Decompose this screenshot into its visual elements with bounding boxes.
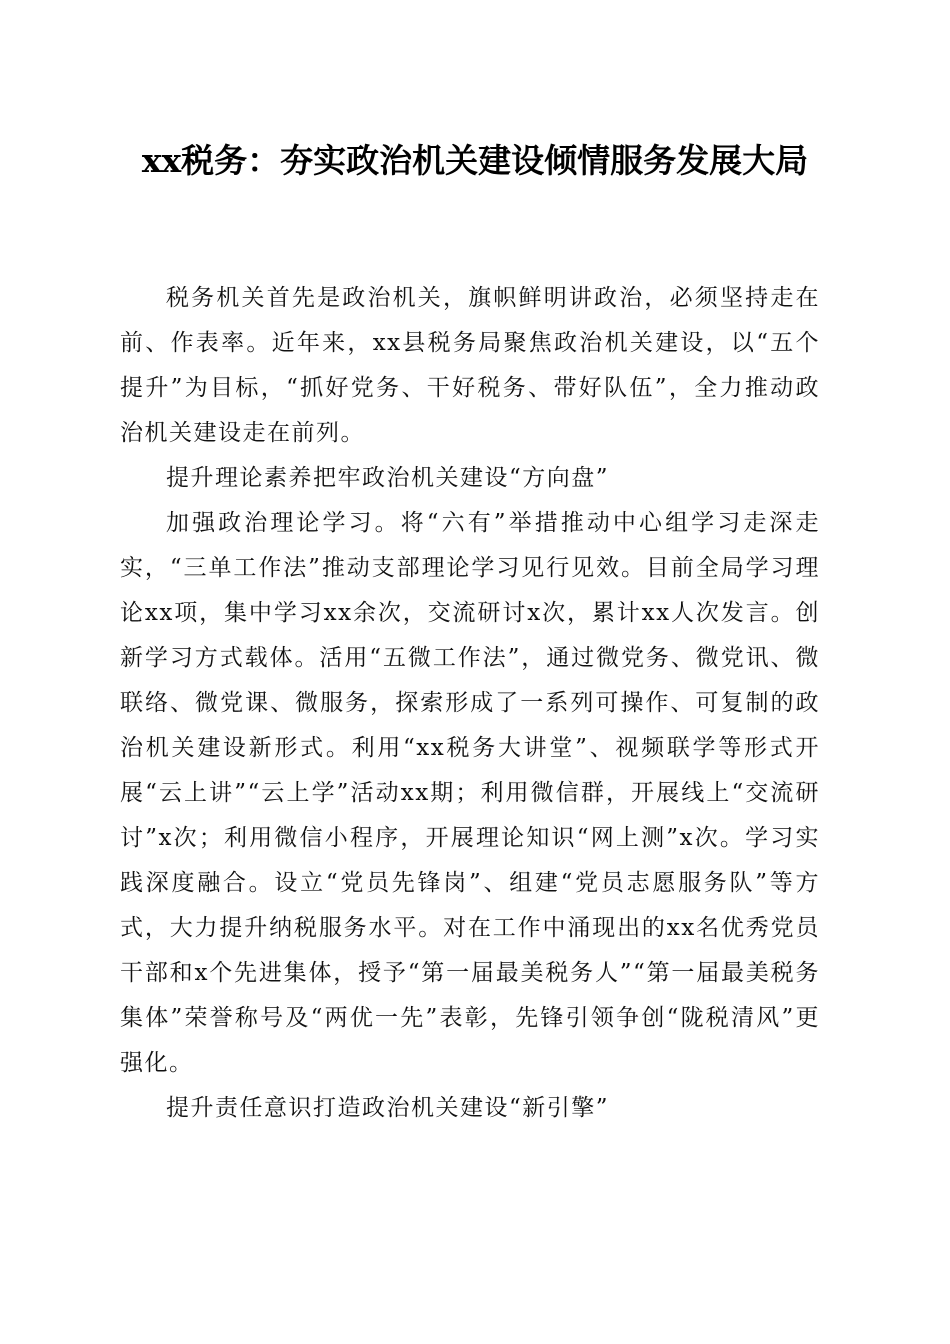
section-heading-responsibility: 提升责任意识打造政治机关建设“新引擎” — [166, 1095, 610, 1121]
document-title: xx税务：夯实政治机关建设倾情服务发展大局 — [141, 141, 809, 180]
theory-paragraph: 加强政治理论学习。将“六有”举措推动中心组学习走深走实，“三单工作法”推动支部理论学习见行见效。目前全局学习理论xx项，集中学习xx余次，交流研讨x次，累计xx人次发言。创新学习方式载体。活用“五微工作法”，通过微党务、微党讯、微联络、微党课、微服务，探索形成了一系列可操作、可复制的政治机关建设新形式。利用“xx税务大讲堂”、视频联学等形式开展“云上讲”“云上学”活动xx期；利用微信群，开展线上“交流研讨”x次；利用微信小程序，开展理论知识“网上测”x次。学习实践深度融合。设立“党员先锋岗”、组建“党员志愿服务队”等方式，大力提升纳税服务水平。对在工作中涌现出的xx名优秀党员干部和x个先进集体，授予“第一届最美税务人”“第一届最美税务集体”荣誉称号及“两优一先”表彰，先锋引领争创“陇税清风”更强化。 — [120, 510, 820, 1076]
intro-paragraph: 税务机关首先是政治机关，旗帜鲜明讲政治，必须坚持走在前、作表率。近年来，xx县税务局聚焦政治机关建设，以“五个提升”为目标，“抓好党务、干好税务、带好队伍”，全力推动政治机关建设走在前列。 — [120, 285, 820, 446]
section-heading-theory: 提升理论素养把牢政治机关建设“方向盘” — [166, 465, 610, 491]
document-body — [120, 276, 820, 1131]
